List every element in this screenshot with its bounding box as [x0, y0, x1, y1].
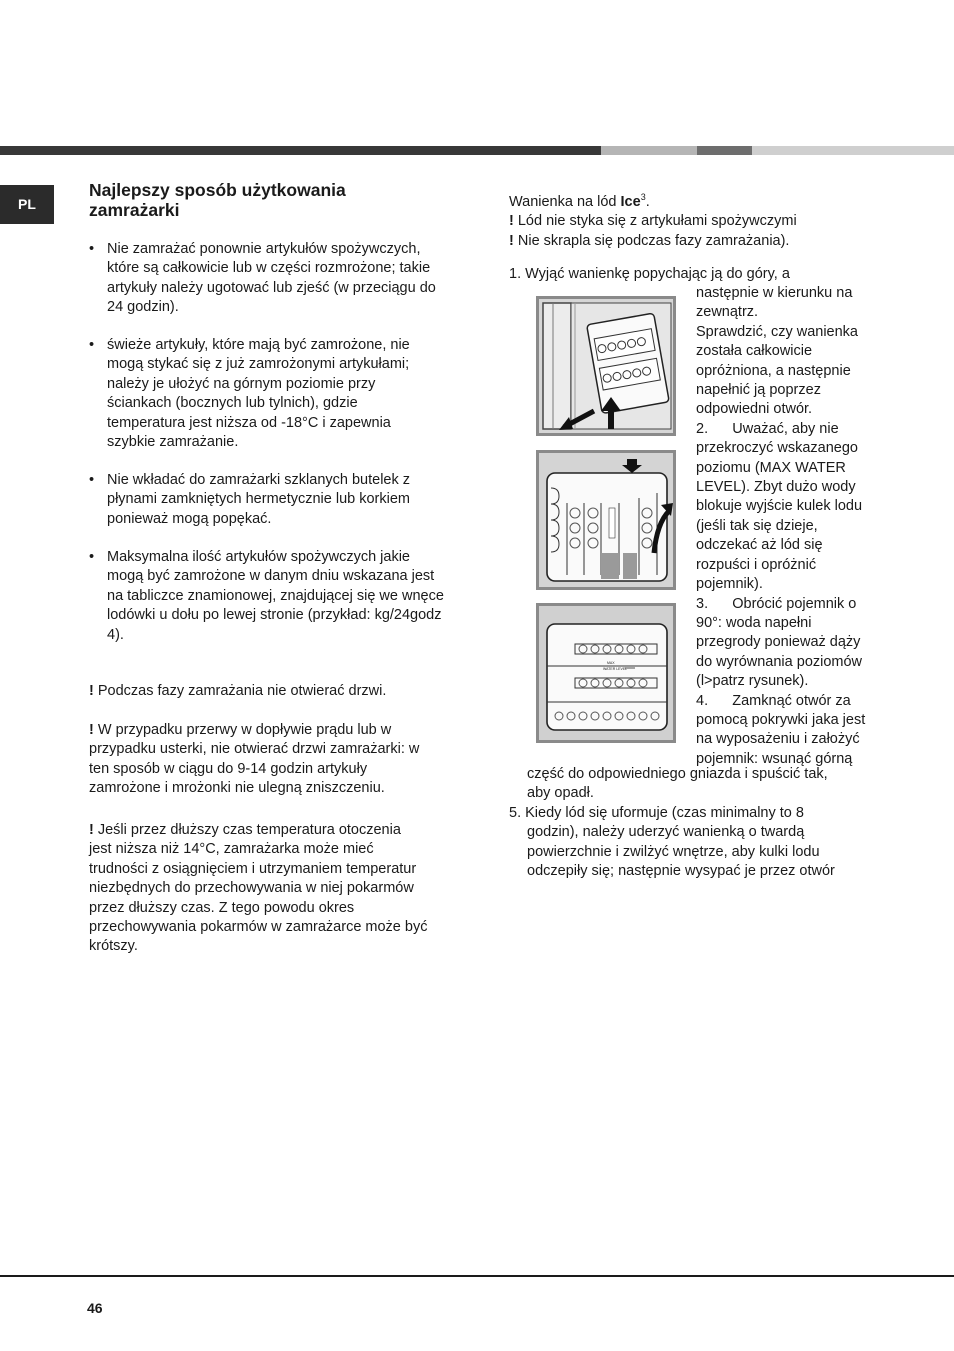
language-tab: PL — [0, 185, 54, 224]
side-line: przekroczyć wskazanego — [696, 440, 858, 457]
bullet-2-line: mogą stykać się z już zamrożonymi artykułami; — [107, 356, 410, 373]
side-line: napełnić ją poprzez — [696, 382, 821, 399]
bullet-4-line: na tabliczce znamionowej, znajdującej się we wnęce — [107, 587, 444, 604]
ice-tray-intro — [509, 188, 889, 251]
warning-3-line: niezbędnych do przechowywania w niej pokarmów — [89, 880, 414, 897]
bullet-2-line: szybkie zamrażanie. — [107, 434, 239, 451]
side-line: pojemnik: wsunąć górną — [696, 750, 853, 767]
bullet-1-line: 24 godzin). — [107, 299, 179, 316]
side-line: 3. Obrócić pojemnik o — [696, 595, 857, 612]
warning-3-line: Jeśli przez dłuższy czas temperatura otoczenia — [93, 822, 401, 838]
side-line: na wyposażeniu i założyć — [696, 731, 860, 748]
cont-line: część do odpowiedniego gniazda i spuścić tak, — [527, 766, 828, 782]
step-5-line: powierzchnie i zwilżyć wnętrze, aby kulki lodu — [527, 843, 820, 860]
bullet-item-4 — [89, 548, 465, 645]
bullet-item-1 — [89, 240, 457, 318]
side-line: następnie w kierunku na — [696, 285, 853, 301]
side-line: przegrody ponieważ dąży — [696, 634, 861, 651]
bullet-1-line: Nie zamrażać ponownie artykułów spożywczych, — [107, 241, 421, 257]
warning-2-line: W przypadku przerwy w dopływie prądu lub w — [97, 722, 392, 738]
warning-1-line: Podczas fazy zamrażania nie otwierać drzwi. — [97, 683, 387, 699]
remove-tray-illustration — [539, 299, 673, 433]
note-mark: ! — [509, 213, 514, 230]
warning-2 — [89, 721, 459, 799]
intro-text: Wanienka na lód — [509, 193, 621, 210]
side-line: pojemnik). — [696, 576, 763, 593]
header-bar-segment-light — [601, 146, 697, 155]
warning-mark: ! — [89, 683, 94, 699]
figure-fill-tray — [536, 450, 676, 590]
warning-2-line: zamrożone i mrożonki nie ulegną zniszczeniu. — [89, 780, 385, 797]
side-line: opróżniona, a następnie — [696, 362, 851, 379]
max-label: MAX — [607, 661, 615, 665]
side-line: pomocą pokrywki jaka jest — [696, 711, 866, 728]
intro-ice: Ice — [620, 193, 641, 210]
warning-2-line: przypadku usterki, nie otwierać drzwi zamrażarki: w — [89, 741, 420, 758]
side-text — [696, 284, 888, 769]
warning-3-line: jest niższa niż 14°C, zamrażarka może mieć — [89, 841, 374, 858]
bullet-dot: • — [89, 337, 95, 353]
side-line: (jeśli tak się dzieje, — [696, 517, 818, 534]
side-line: rozpuści i opróżnić — [696, 556, 817, 573]
side-line: blokuje wyjście kulek lodu — [696, 498, 863, 515]
bullet-2-line: świeże artykuły, które mają być zamrożone, nie — [107, 337, 410, 353]
bullet-4-line: Maksymalna ilość artykułów spożywczych jakie — [107, 549, 410, 565]
water-level-label: WATER LEVEL — [603, 667, 628, 671]
warning-mark: ! — [89, 822, 94, 838]
warning-3-line: trudności z osiągnięciem i utrzymaniem temperatur — [89, 860, 417, 877]
warning-3 — [89, 821, 459, 957]
bullet-2-line: ściankach (bocznych lub tylnich), gdzie — [107, 395, 358, 412]
warning-2-line: ten sposób w ciągu do 9-14 godzin artykuły — [89, 760, 368, 777]
warning-3-line: przechowywania pokarmów w zamrażarce może być — [89, 919, 428, 936]
header-bar-segment-pale — [752, 146, 954, 155]
fill-tray-illustration — [539, 453, 673, 587]
intro-end: . — [645, 193, 650, 210]
bullet-item-3 — [89, 471, 457, 529]
side-line: Sprawdzić, czy wanienka — [696, 323, 858, 340]
bullet-3-line: płynami zamkniętych hermetycznie lub korkiem — [107, 491, 410, 508]
bullet-2-line: należy je ułożyć na górnym poziomie przy — [107, 375, 376, 392]
warning-3-line: krótszy. — [89, 938, 138, 955]
heading-line-1: Najlepszy sposób użytkowania — [89, 180, 346, 200]
bullet-3-line: ponieważ mogą popękać. — [107, 510, 272, 527]
side-line: LEVEL). Zbyt dużo wody — [696, 479, 856, 496]
header-bar-segment-mid — [697, 146, 752, 155]
warning-1 — [89, 682, 459, 701]
warning-mark: ! — [89, 722, 94, 738]
heading-line-2: zamrażarki — [89, 200, 180, 220]
side-line: do wyrównania poziomów — [696, 653, 863, 670]
footer-rule — [0, 1275, 954, 1277]
side-line: odpowiedni otwór. — [696, 401, 813, 418]
bullet-item-2 — [89, 336, 457, 452]
header-color-bar — [0, 146, 954, 155]
note-2: Nie skrapla się podczas fazy zamrażania). — [513, 232, 790, 249]
note-1: Lód nie styka się z artykułami spożywczymi — [513, 213, 797, 230]
page-number: 46 — [87, 1300, 103, 1316]
bullet-2-line: temperatura jest niższa od -18°C i zapewnia — [107, 414, 391, 431]
bullet-4-line: lodówki u dołu po lewej stronie (przykład: kg/24godz — [107, 607, 442, 624]
section-heading — [89, 180, 346, 220]
rotate-tray-illustration — [539, 606, 673, 740]
step-5 — [509, 804, 879, 882]
bullet-1-line: które są całkowicie lub w części rozmrożone; takie — [107, 260, 431, 277]
side-line: 90°: woda napełni — [696, 614, 812, 631]
side-line: 4. Zamknąć otwór za — [696, 692, 851, 709]
side-line: odczekać aż lód się — [696, 537, 823, 554]
intro-superscript: 3 — [640, 192, 646, 202]
cont-line: aby opadł. — [527, 785, 594, 802]
note-mark: ! — [509, 232, 514, 249]
bullet-dot: • — [89, 549, 95, 565]
bullet-4-line: mogą być zamrożone w danym dniu wskazana jest — [107, 568, 435, 585]
step-5-line: 5. Kiedy lód się uformuje (czas minimalny to 8 — [509, 805, 804, 821]
side-line: zewnątrz. — [696, 304, 759, 321]
figure-rotate-tray — [536, 603, 676, 743]
bullet-dot: • — [89, 241, 95, 257]
step-4-continuation — [527, 765, 872, 804]
step-5-line: odczepiły się; następnie wysypać je przez otwór — [527, 863, 835, 880]
bullet-dot: • — [89, 472, 95, 488]
warning-3-line: przez dłuższy czas. Z tego powodu okres — [89, 899, 355, 916]
side-line: 2. Uważać, aby nie — [696, 420, 839, 437]
side-line: (l>patrz rysunek). — [696, 673, 809, 690]
bullet-4-line: 4). — [107, 626, 124, 643]
side-line: została całkowicie — [696, 343, 813, 360]
step-1-first-line: 1. Wyjąć wanienkę popychając ją do góry, a — [509, 266, 790, 282]
step-5-line: godzin), należy uderzyć wanienką o twardą — [527, 824, 805, 841]
header-bar-segment-dark — [0, 146, 601, 155]
bullet-3-line: Nie wkładać do zamrażarki szklanych butelek z — [107, 472, 411, 488]
bullet-1-line: artykuły należy ugotować lub zjeść (w przeciągu do — [107, 279, 436, 296]
figure-remove-tray — [536, 296, 676, 436]
side-line: poziomu (MAX WATER — [696, 459, 846, 476]
